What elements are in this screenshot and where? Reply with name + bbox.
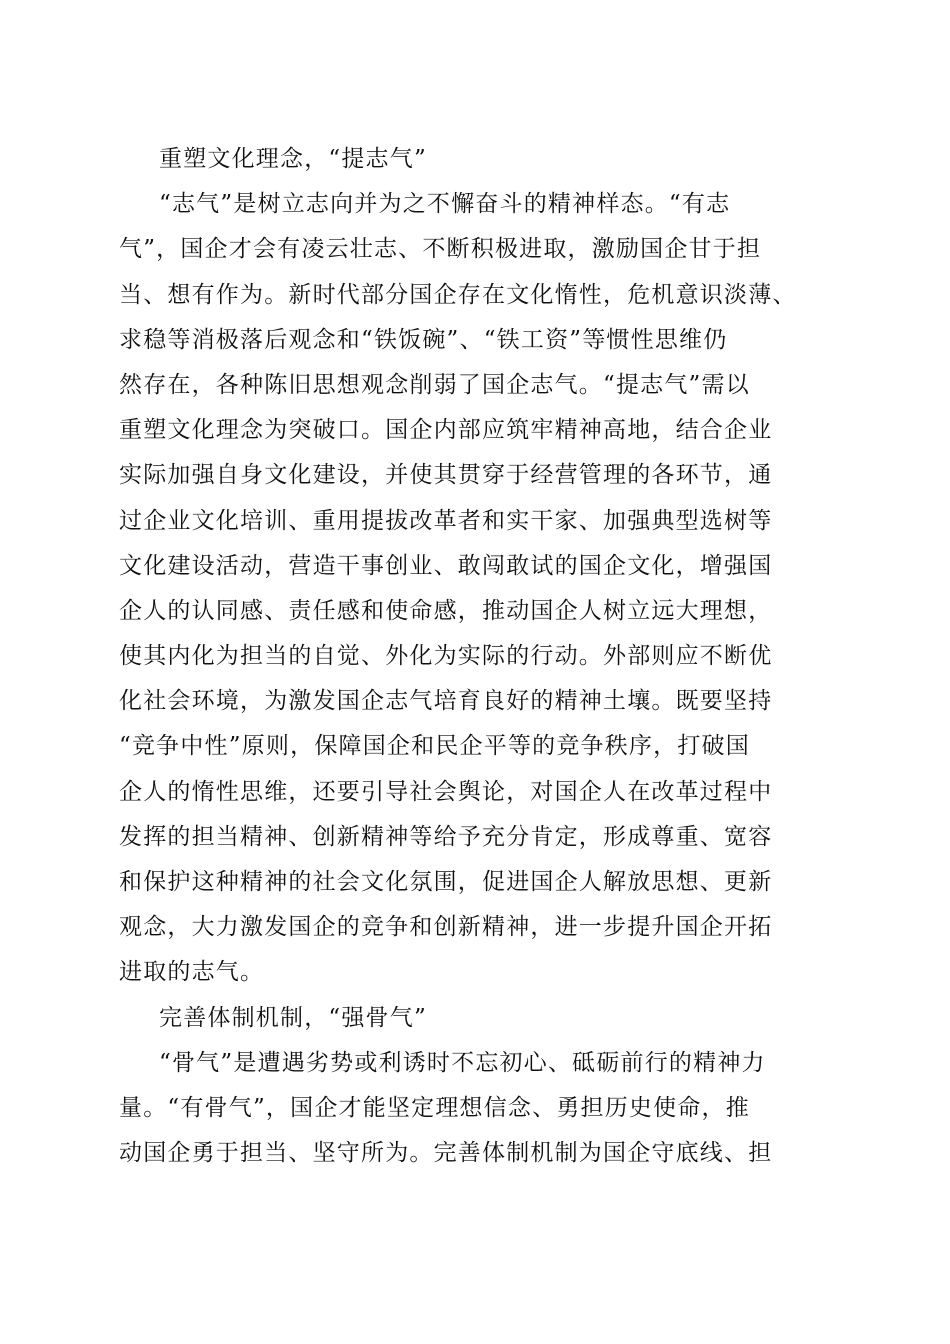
paragraph-line: “骨气”是遭遇劣势或利诱时不忘初心、砥砺前行的精神力 — [159, 1049, 766, 1076]
paragraph-line: 当、想有作为。新时代部分国企存在文化惰性，危机意识淡薄、 — [119, 281, 797, 308]
document-body — [119, 137, 831, 1176]
paragraph-line: 企人的惰性思维，还要引导社会舆论，对国企人在改革过程中 — [119, 778, 773, 805]
paragraph-line: 然存在，各种陈旧思想观念削弱了国企志气。“提志气”需以 — [119, 371, 750, 398]
paragraph-line: 实际加强自身文化建设，并使其贯穿于经营管理的各环节，通 — [119, 462, 773, 489]
paragraph-line: 发挥的担当精神、创新精神等给予充分肯定，形成尊重、宽容 — [119, 823, 773, 850]
paragraph-line: 重塑文化理念为突破口。国企内部应筑牢精神高地，结合企业 — [119, 417, 773, 444]
paragraph-line: 气”，国企才会有凌云壮志、不断积极进取，激励国企甘于担 — [119, 236, 762, 263]
paragraph-line: 和保护这种精神的社会文化氛围，促进国企人解放思想、更新 — [119, 869, 773, 895]
paragraph-line: 进取的志气。 — [119, 959, 265, 986]
section-heading: 重塑文化理念，“提志气” — [159, 146, 427, 172]
paragraph-line: 量。“有骨气”，国企才能坚定理想信念、勇担历史使命，推 — [119, 1094, 750, 1121]
paragraph-line: 观念，大力激发国企的竞争和创新精神，进一步提升国企开拓 — [119, 914, 773, 941]
paragraph-line: 动国企勇于担当、坚守所为。完善体制机制为国企守底线、担 — [119, 1140, 773, 1167]
paragraph-line: 化社会环境，为激发国企志气培育良好的精神土壤。既要坚持 — [119, 688, 773, 715]
paragraph-line: 使其内化为担当的自觉、外化为实际的行动。外部则应不断优 — [119, 643, 773, 670]
paragraph-line: 过企业文化培训、重用提拔改革者和实干家、加强典型选树等 — [119, 507, 773, 534]
paragraph-line: 文化建设活动，营造干事创业、敢闯敢试的国企文化，增强国 — [119, 552, 773, 579]
section-heading: 完善体制机制，“强骨气” — [159, 1004, 427, 1031]
paragraph-line: “志气”是树立志向并为之不懈奋斗的精神样态。“有志 — [159, 191, 731, 218]
paragraph-line: 企人的认同感、责任感和使命感，推动国企人树立远大理想， — [119, 597, 773, 624]
paragraph-line: 求稳等消极落后观念和“铁饭碗”、“铁工资”等惯性思维仍 — [119, 326, 728, 353]
paragraph-line: “竞争中性”原则，保障国企和民企平等的竞争秩序，打破国 — [119, 733, 750, 760]
